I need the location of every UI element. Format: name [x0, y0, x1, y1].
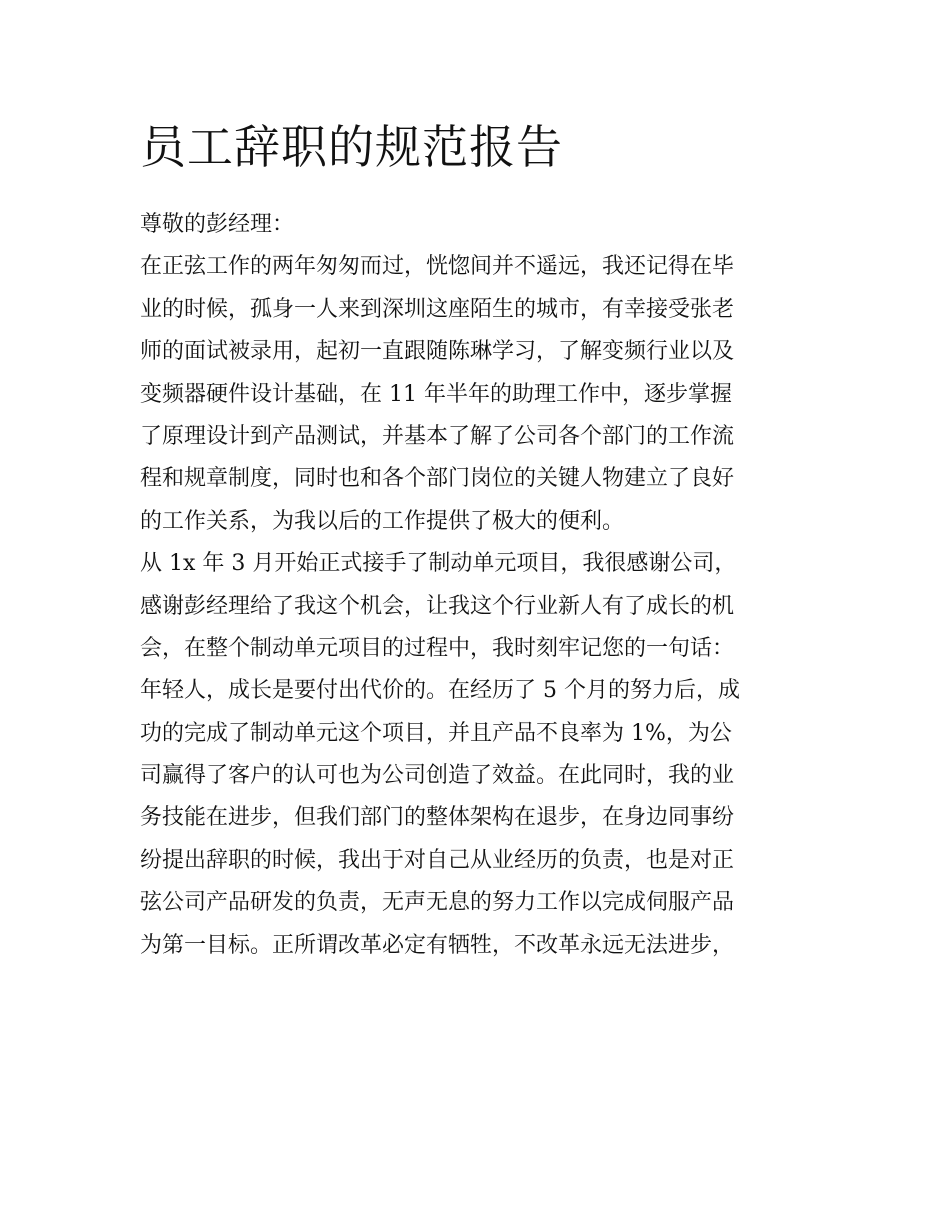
paragraph-line: 年轻人，成长是要付出代价的。在经历了 5 个月的努力后，成 [140, 678, 740, 704]
paragraph-line: 司赢得了客户的认可也为公司创造了效益。在此同时，我的业 [140, 763, 735, 789]
paragraph-line: 弦公司产品研发的负责，无声无息的努力工作以完成伺服产品 [140, 890, 735, 916]
paragraph-line: 感谢彭经理给了我这个机会，让我这个行业新人有了成长的机 [140, 593, 735, 619]
paragraph-line: 为第一目标。正所谓改革必定有牺牲，不改革永远无法进步， [140, 932, 735, 958]
paragraph-line: 业的时候，孤身一人来到深圳这座陌生的城市，有幸接受张老 [140, 296, 735, 322]
paragraph-line: 务技能在进步，但我们部门的整体架构在退步，在身边同事纷 [140, 805, 735, 831]
paragraph-line: 会，在整个制动单元项目的过程中，我时刻牢记您的一句话： [140, 635, 735, 661]
paragraph-line: 功的完成了制动单元这个项目，并且产品不良率为 1%，为公 [140, 720, 732, 746]
paragraph-line: 的工作关系，为我以后的工作提供了极大的便利。 [140, 508, 625, 534]
paragraph-line: 从 1x 年 3 月开始正式接手了制动单元项目，我很感谢公司， [140, 551, 737, 577]
paragraph-line: 纷提出辞职的时候，我出于对自己从业经历的负责，也是对正 [140, 847, 735, 873]
paragraph-line: 了原理设计到产品测试，并基本了解了公司各个部门的工作流 [140, 423, 735, 449]
paragraph-line: 师的面试被录用，起初一直跟随陈琳学习，了解变频行业以及 [140, 339, 735, 365]
salutation: 尊敬的彭经理： [140, 212, 295, 237]
paragraph-line: 程和规章制度，同时也和各个部门岗位的关键人物建立了良好 [140, 466, 735, 492]
paragraph-line: 在正弦工作的两年匆匆而过，恍惚间并不遥远，我还记得在毕 [140, 254, 735, 280]
document-body [140, 204, 820, 967]
paragraph-line: 变频器硬件设计基础，在 11 年半年的助理工作中，逐步掌握 [140, 381, 732, 407]
document-title: 员工辞职的规范报告 [140, 120, 563, 174]
